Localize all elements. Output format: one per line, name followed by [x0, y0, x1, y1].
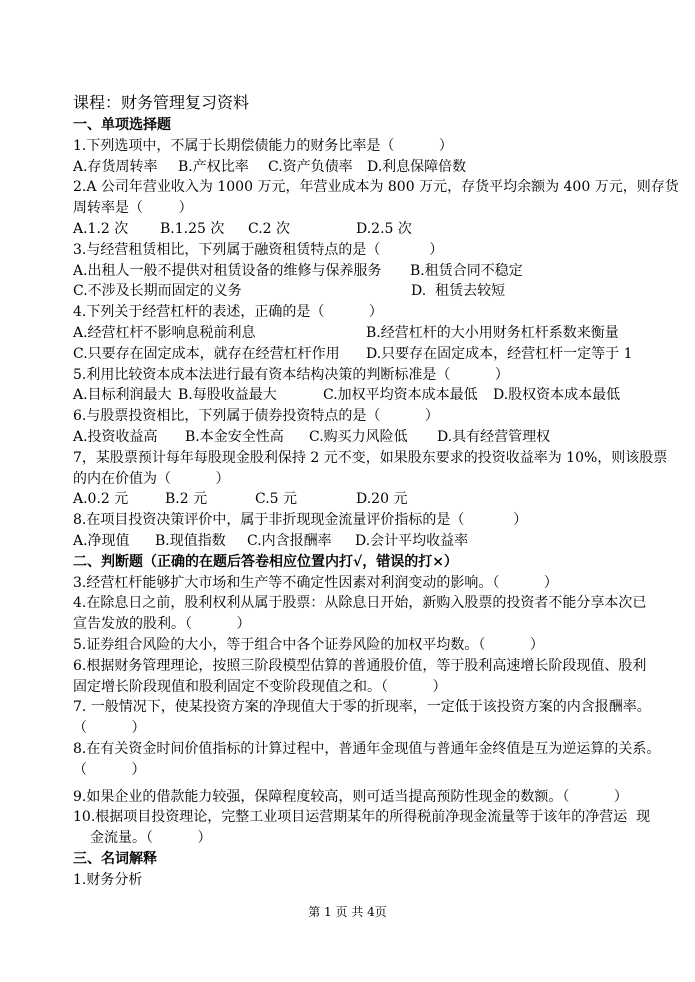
option-c: C.2 次 — [248, 220, 291, 237]
option-d: D.2.5 次 — [356, 220, 412, 237]
option-a: A.出租人一般不提供对租赁设备的维修与保养服务 — [73, 262, 382, 279]
option-row — [73, 344, 673, 365]
judgement-text-continued: 固定增长阶段现值和股利固定不变阶段现值之和。（ ） — [73, 678, 447, 695]
judgement-item — [73, 739, 673, 781]
option-b: B.本金安全性高 — [185, 428, 284, 445]
question-stem-continued: 的内在价值为（ ） — [73, 470, 230, 487]
judgement-text-continued: 宣告发放的股利。（ ） — [73, 616, 251, 633]
question-8 — [73, 510, 673, 552]
question-stem: 4.下列关于经营杠杆的表述，正确的是（ ） — [73, 304, 383, 321]
option-a: A.经营杠杆不影响息税前利息 — [73, 324, 256, 341]
option-b: B.1.25 次 — [160, 220, 225, 237]
option-c: C.资产负债率 — [268, 158, 353, 175]
option-row — [73, 323, 673, 344]
document-title: 课程：财务管理复习资料 — [73, 93, 250, 112]
question-stem: 3.与经营租赁相比，下列属于融资租赁特点的是（ ） — [73, 241, 444, 258]
section-heading-true-false: 二、判断题（正确的在题后答卷相应位置内打√，错误的打×） — [73, 553, 458, 570]
question-stem: 5.利用比较资本成本法进行最有资本结构决策的判断标准是（ ） — [73, 366, 509, 383]
question-1 — [73, 136, 673, 178]
option-b: B.产权比率 — [178, 158, 249, 175]
option-b: B.每股收益最大 — [178, 387, 277, 404]
option-row — [73, 261, 673, 282]
judgement-item — [73, 573, 673, 594]
option-a: A.净现值 — [73, 532, 130, 549]
option-d: D.只要存在固定成本，经营杠杆一定等于 1 — [366, 345, 633, 362]
option-a: A.目标利润最大 — [73, 387, 172, 404]
option-b: B.现值指数 — [155, 532, 226, 549]
question-2 — [73, 177, 679, 239]
option-c: C.只要存在固定成本，就存在经营杠杆作用 — [73, 345, 340, 362]
option-c: C.内含报酬率 — [247, 532, 332, 549]
option-c: C.购买力风险低 — [309, 428, 408, 445]
question-stem: 8.在项目投资决策评价中，属于非折现现金流量评价指标的是（ ） — [73, 512, 528, 529]
judgement-text: 4.在除息日之前，股利权利从属于股票：从除息日开始，新购入股票的投资者不能分享本次已 — [73, 595, 647, 612]
option-c: C.加权平均资本成本最低 — [323, 387, 478, 404]
judgement-item — [73, 635, 673, 656]
option-a: A.投资收益高 — [73, 428, 158, 445]
judgement-text-continued: （ ） — [73, 761, 146, 778]
option-c: C.不涉及长期而固定的义务 — [73, 283, 242, 300]
option-b: B.2 元 — [165, 491, 208, 508]
option-d: D.利息保障倍数 — [367, 158, 467, 175]
question-stem: 2.A 公司年营业收入为 1000 万元，年营业成本为 800 万元，存货平均余额为 400 万元，则存货 — [73, 179, 679, 196]
option-row — [73, 489, 673, 510]
option-row — [73, 157, 673, 178]
option-a: A.1.2 次 — [73, 220, 129, 237]
option-d: D.20 元 — [356, 491, 408, 508]
question-stem: 7，某股票预计每年每股现金股利保持 2 元不变，如果股东要求的投资收益率为 10%，则该股票 — [73, 449, 668, 466]
judgement-text-continued: 金流量。（ ） — [90, 830, 212, 847]
option-a: A.存货周转率 — [73, 158, 158, 175]
question-6 — [73, 406, 673, 448]
option-b: B.租赁合同不稳定 — [410, 262, 523, 279]
judgement-text: 8.在有关资金时间价值指标的计算过程中，普通年金现值与普通年金终值是互为逆运算的关系。 — [73, 740, 661, 757]
term-item: 1.财务分析 — [73, 871, 143, 888]
judgement-item — [73, 787, 673, 808]
option-row — [73, 427, 673, 448]
option-a: A.0.2 元 — [73, 491, 129, 508]
judgement-text: 7. 一般情况下，使某投资方案的净现值大于零的折现率，一定低于该投资方案的内含报酬率。 — [73, 699, 651, 716]
section-heading-single-choice: 一、单项选择题 — [73, 117, 171, 133]
judgement-item — [73, 656, 673, 698]
page-footer: 第 1 页 共 4页 — [308, 905, 387, 919]
option-row — [73, 281, 673, 302]
judgement-item — [73, 807, 673, 849]
option-row — [73, 385, 673, 406]
option-row — [73, 531, 673, 552]
option-b: B.经营杠杆的大小用财务杠杆系数来衡量 — [366, 324, 619, 341]
option-d: D.具有经营管理权 — [437, 428, 551, 445]
judgement-text: 6.根据财务管理理论，按照三阶段模型估算的普通股价值，等于股利高速增长阶段现值、股利 — [73, 657, 647, 674]
judgement-text: 10.根据项目投资理论，完整工业项目运营期某年的所得税前净现金流量等于该年的净营运 现 — [73, 809, 651, 826]
option-d: D.会计平均收益率 — [355, 532, 469, 549]
question-stem: 1.下列选项中，不属于长期偿债能力的财务比率是（ ） — [73, 137, 453, 154]
judgement-item — [73, 697, 673, 739]
option-c: C.5 元 — [255, 491, 298, 508]
option-d: D. 租赁去较短 — [411, 283, 506, 300]
document-body — [73, 115, 679, 890]
judgement-text: 3.经营杠杆能够扩大市场和生产等不确定性因素对利润变动的影响。（ ） — [73, 574, 558, 591]
question-stem-continued: 周转率是（ ） — [73, 200, 193, 217]
option-d: D.股权资本成本最低 — [493, 387, 621, 404]
section-heading-terms: 三、名词解释 — [73, 850, 157, 867]
question-stem: 6.与股票投资相比，下列属于债券投资特点的是（ ） — [73, 408, 439, 425]
judgement-text: 5.证券组合风险的大小，等于组合中各个证券风险的加权平均数。（ ） — [73, 636, 544, 653]
question-3 — [73, 240, 673, 302]
question-5 — [73, 365, 673, 407]
question-7 — [73, 448, 673, 510]
judgement-text-continued: （ ） — [73, 720, 146, 737]
question-4 — [73, 302, 673, 364]
judgement-text: 9.如果企业的借款能力较强，保障程度较高，则可适当提高预防性现金的数额。（ ） — [73, 788, 628, 805]
judgement-item — [73, 593, 673, 635]
option-row — [73, 219, 673, 240]
